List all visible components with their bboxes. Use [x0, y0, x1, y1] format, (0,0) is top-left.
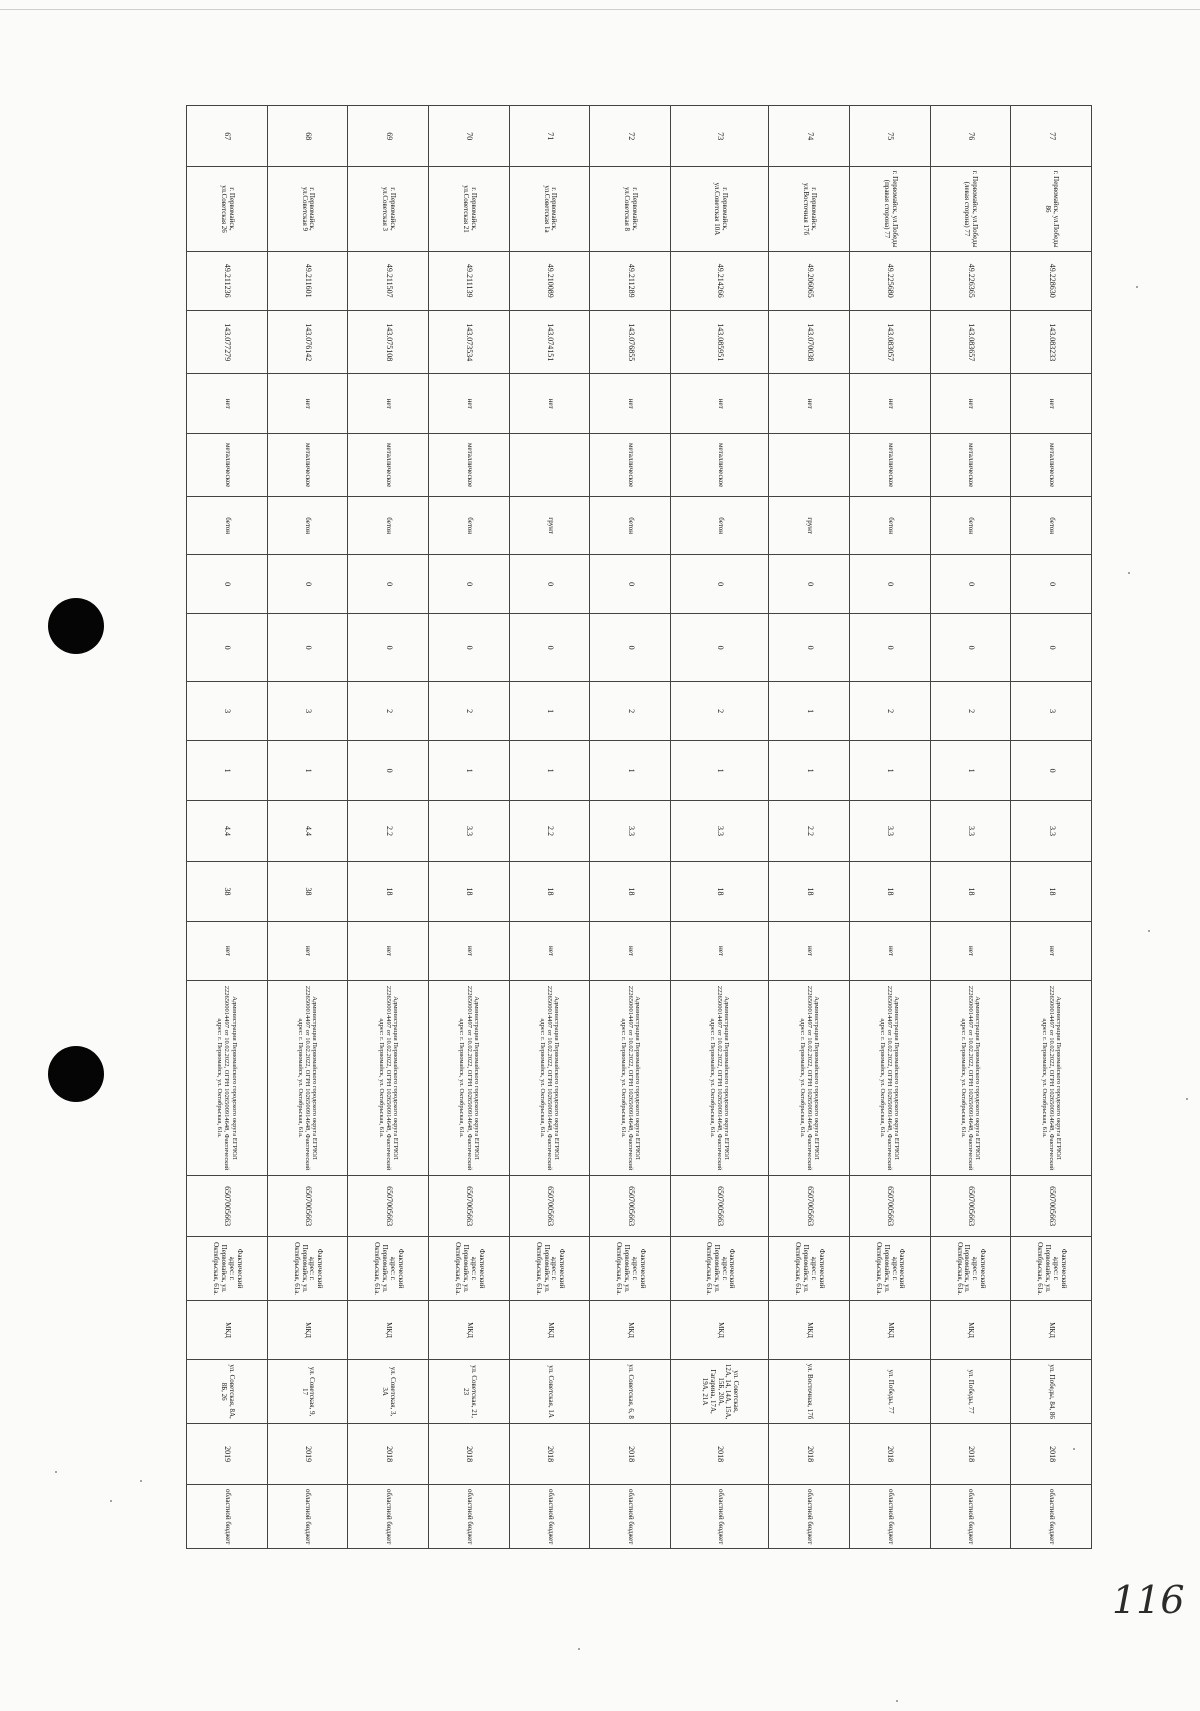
registry-table [186, 105, 1092, 1549]
cell-source-type: МКД [267, 1300, 348, 1359]
cell-area: 18 [509, 862, 590, 921]
cell-surface-type: грунт [509, 497, 590, 554]
table-row [930, 106, 1011, 1549]
cell-latitude: 49.211507 [348, 251, 429, 310]
cell-year: 2018 [769, 1423, 850, 1484]
cell-inn: 6507005663 [348, 1175, 429, 1236]
cell-latitude: 49.211289 [590, 251, 671, 310]
cell-location: г. Первомайск, ул.Советская 26 [187, 167, 268, 251]
cell-containers-planned: 3 [267, 681, 348, 740]
cell-longitude: 143.075108 [348, 310, 429, 374]
cell-funding: областной бюджет [1011, 1485, 1092, 1549]
cell-owner-address: Фактический адрес: г. Первомайск, ул. Октябрьская, 61а. [769, 1237, 850, 1301]
cell-row-number: 74 [769, 106, 850, 167]
cell-owner: Администрация Первомайского городского округа ЕГРЮЛ 2226500014497 от 10.02.2022, ОГРН 1026500914648, Фактический адрес: г. Первомайск, ул. Октябрьская, 61а. [348, 981, 429, 1176]
cell-served-addresses: ул. Советская, 3, 3А [348, 1360, 429, 1424]
cell-funding: областной бюджет [348, 1485, 429, 1549]
cell-separate-collection: нет [509, 921, 590, 980]
cell-source-type: МКД [187, 1300, 268, 1359]
cell-separate-collection: нет [590, 921, 671, 980]
cell-separate-collection: нет [429, 921, 510, 980]
cell-inn: 6507005663 [429, 1175, 510, 1236]
cell-year: 2018 [509, 1423, 590, 1484]
cell-count-a: 0 [849, 554, 930, 613]
cell-row-number: 75 [849, 106, 930, 167]
cell-volume: 2.2 [769, 800, 850, 861]
cell-volume: 3.3 [849, 800, 930, 861]
cell-location: г. Первомайск, ул.Советская 3 [348, 167, 429, 251]
cell-owner: Администрация Первомайского городского округа ЕГРЮЛ 2226500014497 от 10.02.2022, ОГРН 1026500914648, Фактический адрес: г. Первомайск, ул. Октябрьская, 61а. [1011, 981, 1092, 1176]
cell-surface-type: бетон [1011, 497, 1092, 554]
cell-count-b: 0 [849, 614, 930, 682]
cell-surface-type: грунт [769, 497, 850, 554]
cell-area: 18 [849, 862, 930, 921]
cell-served-addresses: ул. Победы, 77 [849, 1360, 930, 1424]
cell-served-addresses: ул. Победы, 84, 86 [1011, 1360, 1092, 1424]
cell-containers-existing: 1 [671, 741, 769, 800]
cell-owner: Администрация Первомайского городского округа ЕГРЮЛ 2226500014497 от 10.02.2022, ОГРН 1026500914648, Фактический адрес: г. Первомайск, ул. Октябрьская, 61а. [267, 981, 348, 1176]
cell-funding: областной бюджет [187, 1485, 268, 1549]
cell-owner-address: Фактический адрес: г. Первомайск, ул. Октябрьская, 61а. [348, 1237, 429, 1301]
cell-fence-type: металлическое [429, 433, 510, 497]
cell-inn: 6507005663 [267, 1175, 348, 1236]
cell-area: 18 [590, 862, 671, 921]
cell-inn: 6507005663 [509, 1175, 590, 1236]
cell-containers-existing: 0 [1011, 741, 1092, 800]
cell-separate-collection: нет [849, 921, 930, 980]
cell-row-number: 70 [429, 106, 510, 167]
cell-cover-flag: нет [429, 374, 510, 433]
cell-longitude: 143.076142 [267, 310, 348, 374]
cell-longitude: 143.085951 [671, 310, 769, 374]
cell-surface-type: бетон [429, 497, 510, 554]
cell-source-type: МКД [509, 1300, 590, 1359]
cell-owner-address: Фактический адрес: г. Первомайск, ул. Октябрьская, 61а. [267, 1237, 348, 1301]
cell-area: 18 [769, 862, 850, 921]
cell-cover-flag: нет [1011, 374, 1092, 433]
cell-owner-address: Фактический адрес: г. Первомайск, ул. Октябрьская, 61а. [187, 1237, 268, 1301]
cell-owner-address: Фактический адрес: г. Первомайск, ул. Октябрьская, 61а. [509, 1237, 590, 1301]
cell-cover-flag: нет [267, 374, 348, 433]
cell-latitude: 49.226365 [930, 251, 1011, 310]
cell-count-b: 0 [590, 614, 671, 682]
table-row [267, 106, 348, 1549]
cell-count-b: 0 [267, 614, 348, 682]
cell-owner: Администрация Первомайского городского округа ЕГРЮЛ 2226500014497 от 10.02.2022, ОГРН 1026500914648, Фактический адрес: г. Первомайск, ул. Октябрьская, 61а. [769, 981, 850, 1176]
cell-year: 2018 [429, 1423, 510, 1484]
cell-containers-existing: 1 [187, 741, 268, 800]
cell-funding: областной бюджет [267, 1485, 348, 1549]
cell-inn: 6507005663 [590, 1175, 671, 1236]
cell-containers-planned: 3 [1011, 681, 1092, 740]
cell-longitude: 143.070038 [769, 310, 850, 374]
cell-location: г. Первомайск, ул.Советская 10А [671, 167, 769, 251]
cell-source-type: МКД [429, 1300, 510, 1359]
cell-row-number: 76 [930, 106, 1011, 167]
cell-surface-type: бетон [590, 497, 671, 554]
cell-inn: 6507005663 [187, 1175, 268, 1236]
cell-containers-planned: 2 [849, 681, 930, 740]
cell-containers-existing: 0 [348, 741, 429, 800]
table-row [187, 106, 268, 1549]
cell-funding: областной бюджет [429, 1485, 510, 1549]
punch-hole-upper [48, 598, 104, 654]
cell-count-a: 0 [1011, 554, 1092, 613]
cell-served-addresses: ул. Советская, 6, 8 [590, 1360, 671, 1424]
cell-served-addresses: ул. Советская, 8А, 8Б, 26 [187, 1360, 268, 1424]
cell-year: 2018 [930, 1423, 1011, 1484]
cell-count-b: 0 [1011, 614, 1092, 682]
registry-table-body [187, 106, 1092, 1549]
cell-containers-planned: 2 [348, 681, 429, 740]
cell-served-addresses: ул. Советская, 9, 17 [267, 1360, 348, 1424]
cell-latitude: 49.206065 [769, 251, 850, 310]
cell-containers-planned: 2 [671, 681, 769, 740]
cell-containers-existing: 1 [590, 741, 671, 800]
cell-count-a: 0 [930, 554, 1011, 613]
cell-inn: 6507005663 [671, 1175, 769, 1236]
registry-table-frame [186, 105, 1092, 1549]
cell-containers-existing: 1 [849, 741, 930, 800]
cell-location: г. Первомайск, ул.Советская 1а [509, 167, 590, 251]
cell-year: 2018 [590, 1423, 671, 1484]
cell-containers-planned: 2 [930, 681, 1011, 740]
cell-owner: Администрация Первомайского городского округа ЕГРЮЛ 2226500014497 от 10.02.2022, ОГРН 1026500914648, Фактический адрес: г. Первомайск, ул. Октябрьская, 61а. [509, 981, 590, 1176]
cell-count-a: 0 [769, 554, 850, 613]
cell-owner: Администрация Первомайского городского округа ЕГРЮЛ 2226500014497 от 10.02.2022, ОГРН 1026500914648, Фактический адрес: г. Первомайск, ул. Октябрьская, 61а. [590, 981, 671, 1176]
cell-area: 38 [267, 862, 348, 921]
cell-owner: Администрация Первомайского городского округа ЕГРЮЛ 2226500014497 от 10.02.2022, ОГРН 1026500914648, Фактический адрес: г. Первомайск, ул. Октябрьская, 61а. [671, 981, 769, 1176]
cell-count-b: 0 [509, 614, 590, 682]
cell-served-addresses: ул. Советская, 1А [509, 1360, 590, 1424]
cell-containers-planned: 1 [769, 681, 850, 740]
cell-count-a: 0 [429, 554, 510, 613]
cell-fence-type: металлическое [590, 433, 671, 497]
cell-owner-address: Фактический адрес: г. Первомайск, ул. Октябрьская, 61а. [590, 1237, 671, 1301]
cell-funding: областной бюджет [671, 1485, 769, 1549]
cell-volume: 3.3 [671, 800, 769, 861]
cell-surface-type: бетон [849, 497, 930, 554]
cell-fence-type: металлическое [348, 433, 429, 497]
cell-surface-type: бетон [348, 497, 429, 554]
cell-longitude: 143.073534 [429, 310, 510, 374]
cell-source-type: МКД [348, 1300, 429, 1359]
cell-location: г. Первомайск, ул.Восточная 17б [769, 167, 850, 251]
cell-volume: 3.3 [1011, 800, 1092, 861]
cell-year: 2018 [348, 1423, 429, 1484]
cell-source-type: МКД [849, 1300, 930, 1359]
table-row [590, 106, 671, 1549]
cell-separate-collection: нет [348, 921, 429, 980]
cell-inn: 6507005663 [769, 1175, 850, 1236]
cell-separate-collection: нет [187, 921, 268, 980]
cell-count-b: 0 [348, 614, 429, 682]
cell-area: 18 [930, 862, 1011, 921]
cell-volume: 3.3 [930, 800, 1011, 861]
cell-year: 2019 [267, 1423, 348, 1484]
cell-fence-type: металлическое [267, 433, 348, 497]
table-row [509, 106, 590, 1549]
cell-fence-type [509, 433, 590, 497]
cell-fence-type: металлическое [930, 433, 1011, 497]
table-row [429, 106, 510, 1549]
cell-volume: 4.4 [187, 800, 268, 861]
cell-year: 2018 [671, 1423, 769, 1484]
cell-location: г. Первомайск, ул.Победы (левая сторона) 77 [930, 167, 1011, 251]
cell-containers-planned: 1 [509, 681, 590, 740]
cell-source-type: МКД [590, 1300, 671, 1359]
registry-table-rotated [186, 105, 1092, 1549]
cell-cover-flag: нет [590, 374, 671, 433]
cell-longitude: 143.077279 [187, 310, 268, 374]
cell-longitude: 143.083657 [930, 310, 1011, 374]
cell-row-number: 73 [671, 106, 769, 167]
cell-separate-collection: нет [769, 921, 850, 980]
cell-owner-address: Фактический адрес: г. Первомайск, ул. Октябрьская, 61а. [429, 1237, 510, 1301]
cell-year: 2019 [187, 1423, 268, 1484]
cell-owner: Администрация Первомайского городского округа ЕГРЮЛ 2226500014497 от 10.02.2022, ОГРН 1026500914648, Фактический адрес: г. Первомайск, ул. Октябрьская, 61а. [849, 981, 930, 1176]
cell-surface-type: бетон [187, 497, 268, 554]
cell-volume: 2.2 [348, 800, 429, 861]
table-row [769, 106, 850, 1549]
cell-year: 2018 [1011, 1423, 1092, 1484]
cell-longitude: 143.074151 [509, 310, 590, 374]
cell-row-number: 72 [590, 106, 671, 167]
cell-cover-flag: нет [187, 374, 268, 433]
cell-longitude: 143.076855 [590, 310, 671, 374]
cell-cover-flag: нет [930, 374, 1011, 433]
cell-count-a: 0 [671, 554, 769, 613]
cell-inn: 6507005663 [849, 1175, 930, 1236]
cell-separate-collection: нет [1011, 921, 1092, 980]
cell-surface-type: бетон [267, 497, 348, 554]
cell-containers-planned: 3 [187, 681, 268, 740]
cell-count-b: 0 [187, 614, 268, 682]
cell-latitude: 49.211139 [429, 251, 510, 310]
cell-containers-existing: 1 [930, 741, 1011, 800]
cell-year: 2018 [849, 1423, 930, 1484]
cell-served-addresses: ул. Восточная, 17б [769, 1360, 850, 1424]
cell-count-a: 0 [348, 554, 429, 613]
cell-served-addresses: ул. Советская, 21, 23 [429, 1360, 510, 1424]
cell-containers-existing: 1 [769, 741, 850, 800]
scan-top-rule [0, 9, 1200, 10]
cell-served-addresses: ул. Победы, 77 [930, 1360, 1011, 1424]
table-row [671, 106, 769, 1549]
cell-latitude: 49.211236 [187, 251, 268, 310]
cell-latitude: 49.228630 [1011, 251, 1092, 310]
cell-inn: 6507005663 [1011, 1175, 1092, 1236]
cell-count-b: 0 [930, 614, 1011, 682]
cell-surface-type: бетон [671, 497, 769, 554]
cell-row-number: 71 [509, 106, 590, 167]
cell-source-type: МКД [1011, 1300, 1092, 1359]
cell-funding: областной бюджет [930, 1485, 1011, 1549]
cell-containers-existing: 1 [267, 741, 348, 800]
cell-row-number: 67 [187, 106, 268, 167]
page-number: 116 [1112, 1578, 1185, 1622]
cell-fence-type [769, 433, 850, 497]
cell-area: 18 [429, 862, 510, 921]
cell-area: 18 [348, 862, 429, 921]
cell-owner-address: Фактический адрес: г. Первомайск, ул. Октябрьская, 61а. [930, 1237, 1011, 1301]
cell-location: г. Первомайск, ул.Советская 9 [267, 167, 348, 251]
cell-area: 18 [671, 862, 769, 921]
cell-cover-flag: нет [769, 374, 850, 433]
cell-separate-collection: нет [930, 921, 1011, 980]
cell-source-type: МКД [671, 1300, 769, 1359]
table-row [1011, 106, 1092, 1549]
cell-fence-type: металлическое [187, 433, 268, 497]
cell-latitude: 49.210089 [509, 251, 590, 310]
cell-volume: 3.3 [590, 800, 671, 861]
cell-area: 18 [1011, 862, 1092, 921]
cell-fence-type: металлическое [671, 433, 769, 497]
cell-owner-address: Фактический адрес: г. Первомайск, ул. Октябрьская, 61а. [849, 1237, 930, 1301]
cell-count-a: 0 [509, 554, 590, 613]
cell-row-number: 68 [267, 106, 348, 167]
cell-cover-flag: нет [348, 374, 429, 433]
cell-funding: областной бюджет [590, 1485, 671, 1549]
cell-count-a: 0 [267, 554, 348, 613]
cell-funding: областной бюджет [769, 1485, 850, 1549]
cell-count-b: 0 [769, 614, 850, 682]
cell-cover-flag: нет [671, 374, 769, 433]
cell-count-a: 0 [187, 554, 268, 613]
cell-location: г. Первомайск, ул.Победы 86 [1011, 167, 1092, 251]
cell-fence-type: металлическое [1011, 433, 1092, 497]
cell-funding: областной бюджет [849, 1485, 930, 1549]
cell-surface-type: бетон [930, 497, 1011, 554]
cell-owner: Администрация Первомайского городского округа ЕГРЮЛ 2226500014497 от 10.02.2022, ОГРН 1026500914648, Фактический адрес: г. Первомайск, ул. Октябрьская, 61а. [930, 981, 1011, 1176]
cell-containers-planned: 2 [590, 681, 671, 740]
cell-inn: 6507005663 [930, 1175, 1011, 1236]
cell-latitude: 49.225680 [849, 251, 930, 310]
cell-location: г. Первомайск, ул.Советская 8 [590, 167, 671, 251]
table-row [348, 106, 429, 1549]
cell-source-type: МКД [930, 1300, 1011, 1359]
cell-volume: 3.3 [429, 800, 510, 861]
cell-area: 38 [187, 862, 268, 921]
cell-row-number: 77 [1011, 106, 1092, 167]
cell-location: г. Первомайск, ул.Советская 21 [429, 167, 510, 251]
cell-count-b: 0 [671, 614, 769, 682]
cell-separate-collection: нет [671, 921, 769, 980]
cell-containers-existing: 1 [429, 741, 510, 800]
cell-latitude: 49.214266 [671, 251, 769, 310]
cell-separate-collection: нет [267, 921, 348, 980]
cell-source-type: МКД [769, 1300, 850, 1359]
cell-count-b: 0 [429, 614, 510, 682]
cell-served-addresses: ул. Советская, 12А, 14, 14А, 15А, 15Б, 20А, Гагарина, 17А, 19А, 21А [671, 1360, 769, 1424]
cell-owner-address: Фактический адрес: г. Первомайск, ул. Октябрьская, 61а. [671, 1237, 769, 1301]
cell-owner: Администрация Первомайского городского округа ЕГРЮЛ 2226500014497 от 10.02.2022, ОГРН 1026500914648, Фактический адрес: г. Первомайск, ул. Октябрьская, 61а. [187, 981, 268, 1176]
cell-volume: 2.2 [509, 800, 590, 861]
cell-longitude: 143.083057 [849, 310, 930, 374]
cell-cover-flag: нет [509, 374, 590, 433]
punch-hole-lower [48, 1046, 104, 1102]
cell-owner: Администрация Первомайского городского округа ЕГРЮЛ 2226500014497 от 10.02.2022, ОГРН 1026500914648, Фактический адрес: г. Первомайск, ул. Октябрьская, 61а. [429, 981, 510, 1176]
cell-volume: 4.4 [267, 800, 348, 861]
cell-funding: областной бюджет [509, 1485, 590, 1549]
table-row [849, 106, 930, 1549]
cell-latitude: 49.211601 [267, 251, 348, 310]
cell-fence-type: металлическое [849, 433, 930, 497]
cell-owner-address: Фактический адрес: г. Первомайск, ул. Октябрьская, 61а. [1011, 1237, 1092, 1301]
cell-row-number: 69 [348, 106, 429, 167]
cell-count-a: 0 [590, 554, 671, 613]
cell-longitude: 143.083233 [1011, 310, 1092, 374]
cell-containers-existing: 1 [509, 741, 590, 800]
cell-cover-flag: нет [849, 374, 930, 433]
cell-location: г. Первомайск, ул.Победы (правая сторона) 77 [849, 167, 930, 251]
cell-containers-planned: 2 [429, 681, 510, 740]
